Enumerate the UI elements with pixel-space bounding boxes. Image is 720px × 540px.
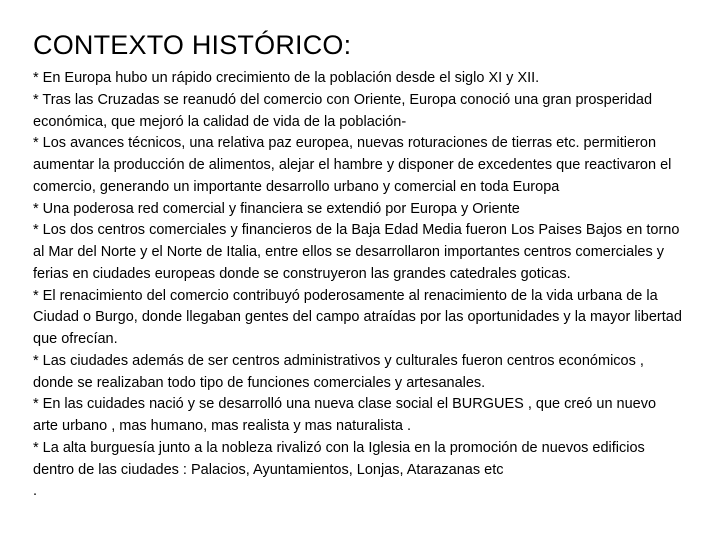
paragraph-trailing-dot: .: [33, 483, 38, 500]
paragraph-urban-revival: * El renacimiento del comercio contribuyó poderosamente al renacimiento de la vida urbana de la Ciudad o Burgo, donde llegaban gentes del campo atraídas por las oportunidades y la mayor libertad que ofrecían.: [33, 287, 682, 347]
paragraph-commercial-centers: * Los dos centros comerciales y financieros de la Baja Edad Media fueron Los Paises Bajos en torno al Mar del Norte y el Norte de Italia, entre ellos se desarrollaron importantes centros comerciales y ferias en ciudades europeas donde se construyeron las grandes catedrales goticas.: [33, 222, 680, 282]
slide-title: CONTEXTO HISTÓRICO:: [33, 30, 352, 60]
paragraph-commercial-network: * Una poderosa red comercial y financiera se extendió por Europa y Oriente: [33, 200, 520, 217]
paragraph-high-bourgeoisie: * La alta burguesía junto a la nobleza rivalizó con la Iglesia en la promoción de nuevos edificios dentro de las ciudades : Palacios, Ayuntamientos, Lonjas, Atarazanas etc: [33, 439, 645, 478]
paragraph-technical-advances: * Los avances técnicos, una relativa paz europea, nuevas roturaciones de tierras etc. permitieron aumentar la producción de alimentos, alejar el hambre y disponer de excedentes que reactivaron el comercio, generando un importante desarrollo urbano y comercial en toda Europa: [33, 135, 672, 195]
slide-body: [33, 68, 683, 503]
paragraph-economic-centers: * Las ciudades además de ser centros administrativos y culturales fueron centros económicos , donde se realizaban todo tipo de funciones comerciales y artesanales.: [33, 352, 644, 391]
paragraph-crusades-trade: * Tras las Cruzadas se reanudó del comercio con Oriente, Europa conoció una gran prosperidad económica, que mejoró la calidad de vida de la población-: [33, 91, 653, 130]
paragraph-bourgeoisie: * En las cuidades nació y se desarrolló una nueva clase social el BURGUES , que creó un nuevo arte urbano , mas humano, mas realista y mas naturalista .: [33, 396, 657, 434]
paragraph-population-growth: * En Europa hubo un rápido crecimiento de la población desde el siglo XI y XII.: [33, 70, 540, 86]
